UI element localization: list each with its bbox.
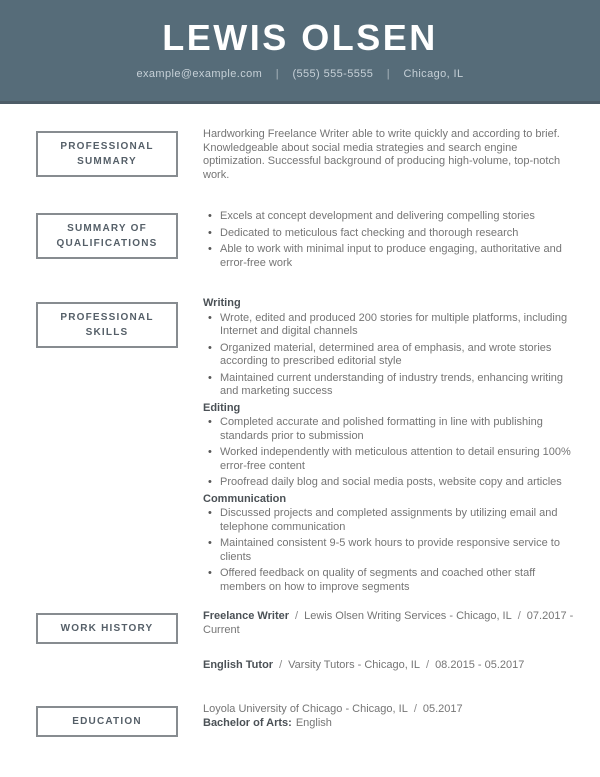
section-work-history	[0, 610, 600, 695]
bullet-text: Able to work with minimal input to produce engaging, authoritative and error-free work	[220, 243, 562, 269]
list-item	[208, 342, 575, 369]
job-title: Freelance Writer	[203, 610, 290, 622]
bullet-icon: •	[208, 311, 212, 324]
section-label-professional-summary: PROFESSIONAL SUMMARY	[36, 131, 178, 177]
list-item	[208, 446, 575, 473]
education-date: 05.2017	[422, 703, 463, 715]
bullet-text: Offered feedback on quality of segments and coached other staff members on how to improve segments	[220, 567, 536, 593]
education-degree-label: Bachelor of Arts:	[203, 716, 292, 729]
bullet-icon: •	[208, 371, 212, 384]
bullet-icon: •	[208, 476, 212, 488]
education-content	[203, 703, 575, 730]
job-dates: 08.2015 - 05.2017	[435, 659, 525, 671]
contact-email: example@example.com	[136, 68, 263, 80]
job-entry	[203, 610, 575, 637]
list-item	[208, 507, 575, 534]
skills-group-writing	[203, 297, 575, 399]
list-item	[208, 372, 575, 399]
bullet-text: Discussed projects and completed assignments by utilizing email and telephone communication	[220, 507, 558, 533]
slash-separator: /	[413, 703, 417, 715]
skills-content	[203, 297, 575, 594]
contact-location: Chicago, IL	[403, 68, 464, 80]
section-professional-summary	[0, 128, 600, 182]
section-label-education: EDUCATION	[36, 706, 178, 737]
bullet-icon: •	[208, 537, 212, 549]
bullet-icon: •	[208, 226, 212, 239]
list-item	[208, 243, 575, 270]
slash-separator: /	[279, 659, 283, 671]
job-title: English Tutor	[203, 659, 274, 671]
section-label-professional-skills: PROFESSIONAL SKILLS	[36, 302, 178, 348]
bullet-icon: •	[208, 243, 212, 255]
bullet-text: Worked independently with meticulous attention to detail ensuring 100% error-free content	[220, 446, 571, 472]
skills-group-heading: Communication	[203, 492, 287, 505]
work-history-content	[203, 610, 575, 673]
list-item	[208, 476, 575, 490]
bullet-text: Organized material, determined area of emphasis, and wrote stories according to prescribed editorial style	[220, 341, 552, 367]
job-dates: 07.2017 - Current	[203, 610, 574, 636]
section-label-work-history: WORK HISTORY	[36, 613, 178, 644]
pipe-separator: |	[275, 68, 279, 80]
bullet-text: Wrote, edited and produced 200 stories for multiple platforms, including Internet and digital channels	[220, 311, 568, 337]
resume-name: LEWIS OLSEN	[162, 17, 438, 58]
pipe-separator: |	[386, 68, 390, 80]
bullet-text: Excels at concept development and delivering compelling stories	[220, 210, 535, 222]
bullet-icon: •	[208, 416, 212, 428]
list-item	[208, 537, 575, 564]
bullet-text: Proofread daily blog and social media posts, website copy and articles	[220, 476, 562, 488]
education-school-line	[203, 703, 575, 717]
education-school: Loyola University of Chicago - Chicago, IL	[203, 703, 408, 715]
resume-masthead	[0, 0, 600, 104]
skills-list-editing	[203, 416, 575, 490]
job-entry	[203, 659, 575, 673]
list-item	[208, 567, 575, 594]
education-degree-line	[203, 717, 575, 731]
qualifications-content	[203, 210, 575, 270]
bullet-text: Maintained consistent 9-5 work hours to provide responsive service to clients	[220, 537, 560, 563]
section-professional-skills	[0, 297, 600, 597]
list-item	[208, 227, 575, 241]
contact-phone: (555) 555-5555	[292, 68, 374, 80]
slash-separator: /	[295, 610, 299, 622]
job-company: Lewis Olsen Writing Services - Chicago, IL	[304, 610, 512, 622]
bullet-icon: •	[208, 567, 212, 579]
list-item	[208, 312, 575, 339]
skills-list-communication	[203, 507, 575, 594]
bullet-icon: •	[208, 341, 212, 354]
qualifications-list	[203, 210, 575, 270]
bullet-icon: •	[208, 210, 212, 222]
skills-group-heading: Writing	[203, 297, 241, 309]
bullet-text: Dedicated to meticulous fact checking and thorough research	[220, 226, 519, 239]
slash-separator: /	[517, 610, 521, 622]
bullet-text: Completed accurate and polished formatting in line with publishing standards prior to submission	[220, 416, 543, 442]
professional-summary-content	[203, 128, 575, 182]
skills-group-communication	[203, 493, 575, 595]
bullet-text: Maintained current understanding of industry trends, enhancing writing and marketing success	[220, 371, 564, 397]
section-label-summary-of-qualifications: SUMMARY OF QUALIFICATIONS	[36, 213, 178, 259]
bullet-icon: •	[208, 446, 212, 458]
job-company: Varsity Tutors - Chicago, IL	[288, 659, 420, 671]
contact-line	[0, 68, 600, 80]
summary-paragraph: Hardworking Freelance Writer able to write quickly and according to brief. Knowledgeable about social media strategies and search engine optimization. Successful background of producing high-volume, top-notch work.	[203, 128, 561, 181]
list-item	[208, 210, 575, 224]
slash-separator: /	[426, 659, 430, 671]
skills-group-editing	[203, 402, 575, 490]
bullet-icon: •	[208, 507, 212, 519]
skills-list-writing	[203, 312, 575, 399]
skills-group-heading: Editing	[203, 401, 241, 414]
education-degree-value: English	[295, 716, 332, 729]
list-item	[208, 416, 575, 443]
section-summary-of-qualifications	[0, 210, 600, 273]
section-education	[0, 703, 600, 730]
